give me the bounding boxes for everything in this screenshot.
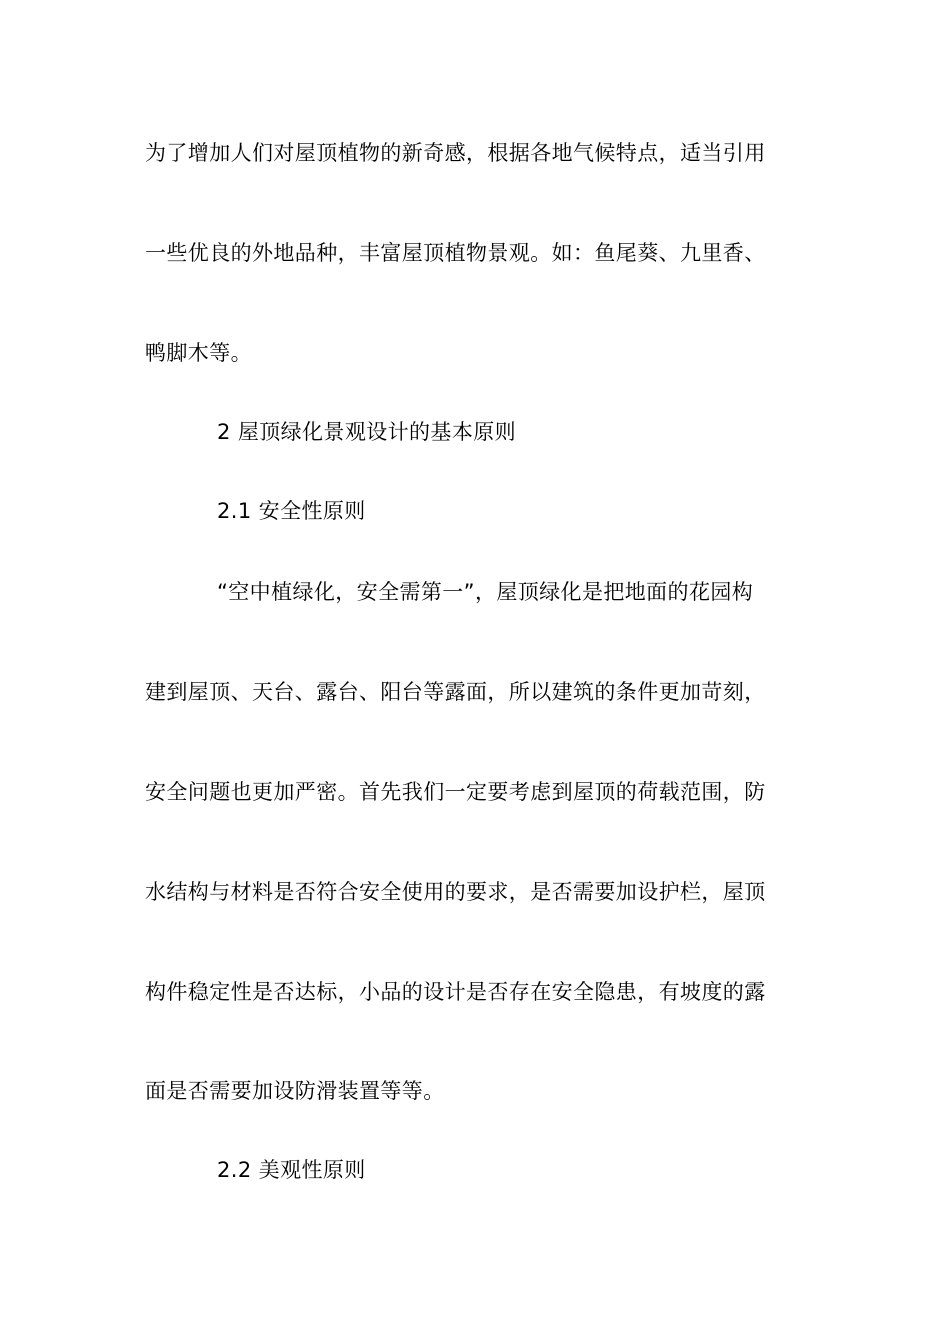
subsection-heading: 2.1 安全性原则 <box>217 499 366 523</box>
section-heading: 2 屋顶绿化景观设计的基本原则 <box>217 420 517 444</box>
paragraph-line: 构件稳定性是否达标，小品的设计是否存在安全隐患，有坡度的露 <box>145 980 766 1004</box>
paragraph-line: 水结构与材料是否符合安全使用的要求，是否需要加设护栏，屋顶 <box>145 880 766 904</box>
paragraph-line: 建到屋顶、天台、露台、阳台等露面，所以建筑的条件更加苛刻， <box>145 680 766 704</box>
paragraph-line: “空中植绿化，安全需第一”，屋顶绿化是把地面的花园构 <box>217 580 754 604</box>
paragraph-line: 为了增加人们对屋顶植物的新奇感，根据各地气候特点，适当引用 <box>145 141 766 165</box>
paragraph-line: 面是否需要加设防滑装置等等。 <box>145 1079 445 1103</box>
paragraph-line: 安全问题也更加严密。首先我们一定要考虑到屋顶的荷载范围，防 <box>145 780 766 804</box>
subsection-heading: 2.2 美观性原则 <box>217 1158 366 1182</box>
paragraph-line: 一些优良的外地品种，丰富屋顶植物景观。如：鱼尾葵、九里香、 <box>145 241 766 265</box>
paragraph-line: 鸭脚木等。 <box>145 341 252 365</box>
